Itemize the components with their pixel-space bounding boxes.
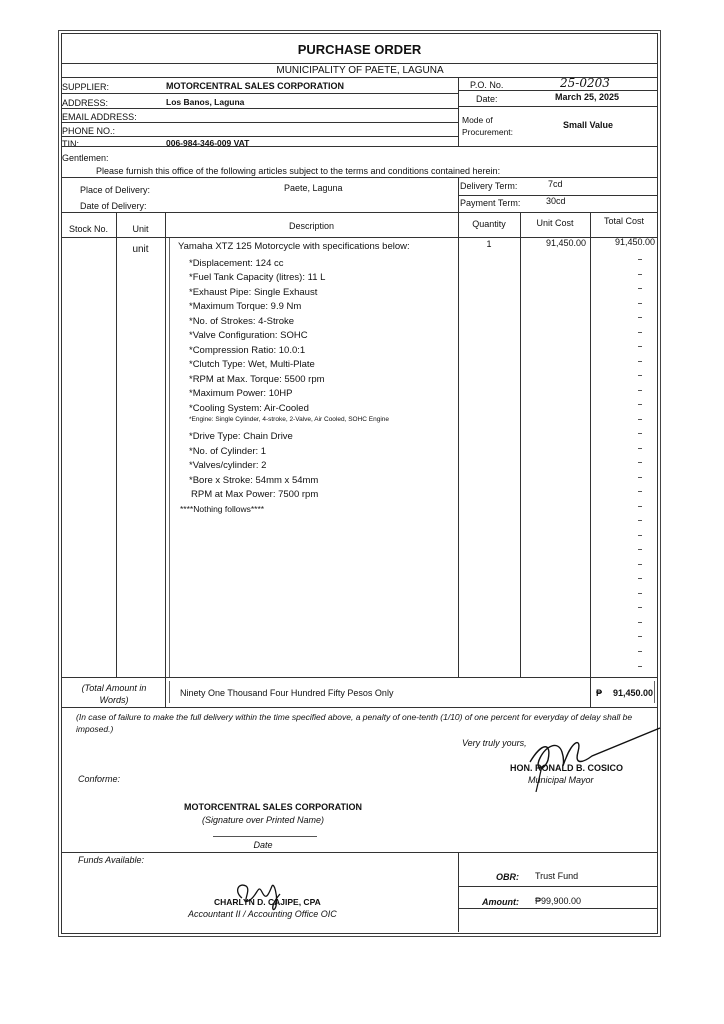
- date-label: Date:: [476, 94, 498, 104]
- delivery-date-label: Date of Delivery:: [80, 201, 147, 211]
- email-label: EMAIL ADDRESS:: [62, 112, 137, 122]
- payment-value: 30cd: [546, 196, 566, 206]
- row-line: [458, 886, 658, 887]
- spec-line: *Bore x Stroke: 54mm x 54mm: [189, 475, 319, 486]
- row-line: [61, 852, 658, 853]
- spec-line: *No. of Cylinder: 1: [189, 446, 267, 457]
- form-title: PURCHASE ORDER: [297, 42, 422, 57]
- header-stock-no: Stock No.: [68, 224, 108, 234]
- row-line: [61, 177, 658, 178]
- total-divider: [590, 677, 591, 707]
- header-vertical-divider: [458, 77, 459, 146]
- accountant-title: Accountant II / Accounting Office OIC: [188, 909, 337, 919]
- spec-line: *Maximum Torque: 9.9 Nm: [189, 301, 302, 312]
- phone-label: PHONE NO.:: [62, 126, 116, 136]
- nothing-follows: ****Nothing follows****: [180, 504, 265, 514]
- address-label: ADDRESS:: [62, 98, 109, 108]
- col-divider: [458, 212, 459, 677]
- col-divider: [520, 212, 521, 677]
- obr-value: Trust Fund: [535, 871, 579, 881]
- spec-line: *Drive Type: Chain Drive: [189, 431, 293, 442]
- conforme-label: Conforme:: [78, 774, 121, 784]
- spec-line: *Compression Ratio: 10.0:1: [189, 345, 306, 356]
- date-signature-line: [213, 836, 317, 837]
- spec-line: RPM at Max Power: 7500 rpm: [191, 489, 319, 500]
- item-description-title: Yamaha XTZ 125 Motorcycle with specifications below:: [178, 241, 410, 252]
- penalty-text: (In case of failure to make the full delivery within the time specified above, a penalty of one-tenth (1/10) of one percent for everyday of delay shall be imposed.): [76, 712, 633, 734]
- funds-divider: [458, 852, 459, 932]
- header-total-cost: Total Cost: [603, 216, 645, 226]
- mayor-title: Municipal Mayor: [528, 775, 594, 785]
- spec-line: *Displacement: 124 cc: [189, 258, 284, 269]
- table-bottom-line: [61, 677, 658, 678]
- col-divider: [116, 212, 117, 677]
- spec-line: *Cooling System: Air-Cooled: [189, 403, 309, 414]
- obr-label: OBR:: [496, 872, 519, 882]
- funds-label: Funds Available:: [78, 855, 145, 865]
- payment-label: Payment Term:: [460, 198, 521, 208]
- total-divider: [654, 681, 655, 703]
- row-line: [61, 212, 658, 213]
- mode-label: Mode of Procurement:: [462, 115, 514, 137]
- supplier-value: MOTORCENTRAL SALES CORPORATION: [166, 81, 345, 91]
- spec-line: *RPM at Max. Torque: 5500 rpm: [189, 374, 325, 385]
- header-quantity: Quantity: [472, 219, 506, 229]
- item-unit: unit: [132, 244, 149, 255]
- po-value: 25-0203: [560, 76, 610, 90]
- term-label: Delivery Term:: [460, 181, 518, 191]
- row-line: [61, 122, 458, 123]
- term-value: 7cd: [548, 179, 563, 189]
- supplier-signature-sub: (Signature over Printed Name): [202, 815, 325, 825]
- row-line: [61, 146, 658, 147]
- col-divider: [590, 212, 591, 677]
- spec-line: *Valves/cylinder: 2: [189, 460, 267, 471]
- spec-line: *Exhaust Pipe: Single Exhaust: [189, 287, 318, 298]
- total-amount: 91,450.00: [612, 688, 653, 698]
- total-divider: [169, 681, 170, 703]
- item-quantity: 1: [486, 239, 492, 249]
- very-truly-text: Very truly yours,: [462, 738, 527, 748]
- municipality-text: MUNICIPALITY OF PAETE, LAGUNA: [276, 65, 444, 76]
- col-divider: [165, 212, 166, 677]
- accountant-name: CHARLYN D. CAJIPE, CPA: [214, 897, 321, 907]
- date-value: March 25, 2025: [555, 92, 620, 102]
- place-value: Paete, Laguna: [284, 183, 343, 193]
- row-line: [61, 108, 458, 109]
- item-total-cost: 91,450.00: [614, 237, 655, 247]
- title-divider: [61, 63, 658, 64]
- row-line: [61, 93, 458, 94]
- row-line: [61, 136, 458, 137]
- total-words-value: Ninety One Thousand Four Hundred Fifty Pesos Only: [180, 688, 394, 698]
- total-currency: ₱: [596, 688, 603, 698]
- mode-value: Small Value: [563, 120, 614, 130]
- supplier-signature-name: MOTORCENTRAL SALES CORPORATION: [184, 802, 363, 812]
- funds-amount-value: ₱99,900.00: [535, 896, 582, 906]
- tin-value: 006-984-346-009 VAT: [166, 138, 250, 148]
- address-value: Los Banos, Laguna: [166, 97, 245, 107]
- greeting-text: Gentlemen:: [62, 153, 109, 163]
- place-label: Place of Delivery:: [80, 185, 151, 195]
- row-line: [458, 90, 658, 91]
- row-line: [458, 908, 658, 909]
- header-unit-cost: Unit Cost: [536, 218, 574, 228]
- row-line: [61, 707, 658, 708]
- spec-line: *Fuel Tank Capacity (litres): 11 L: [189, 272, 326, 283]
- header-unit: Unit: [132, 224, 149, 234]
- instruction-text: Please furnish this office of the following articles subject to the terms and conditions contained herein:: [96, 166, 501, 176]
- supplier-label: SUPPLIER:: [62, 82, 110, 92]
- row-line: [458, 106, 658, 107]
- total-divider: [165, 677, 166, 707]
- po-label: P.O. No.: [470, 80, 504, 90]
- header-description: Description: [288, 221, 335, 231]
- mayor-name: HON. RONALD B. COSICO: [510, 763, 624, 773]
- spec-line: *No. of Strokes: 4-Stroke: [189, 316, 295, 327]
- funds-amount-label: Amount:: [482, 897, 519, 907]
- spec-line: *Maximum Power: 10HP: [189, 388, 293, 399]
- conforme-date-label: Date: [253, 840, 273, 850]
- spec-line: *Engine: Single Cylinder, 4-stroke, 2-Valve, Air Cooled, SOHC Engine: [189, 416, 390, 423]
- desc-inner-line: [169, 237, 170, 677]
- total-words-label: (Total Amount in Words): [81, 683, 147, 705]
- tin-label: TIN:: [62, 139, 79, 149]
- spec-line: *Clutch Type: Wet, Multi-Plate: [189, 359, 315, 370]
- item-unit-cost: 91,450.00: [545, 238, 586, 248]
- spec-line: *Valve Configuration: SOHC: [189, 330, 308, 341]
